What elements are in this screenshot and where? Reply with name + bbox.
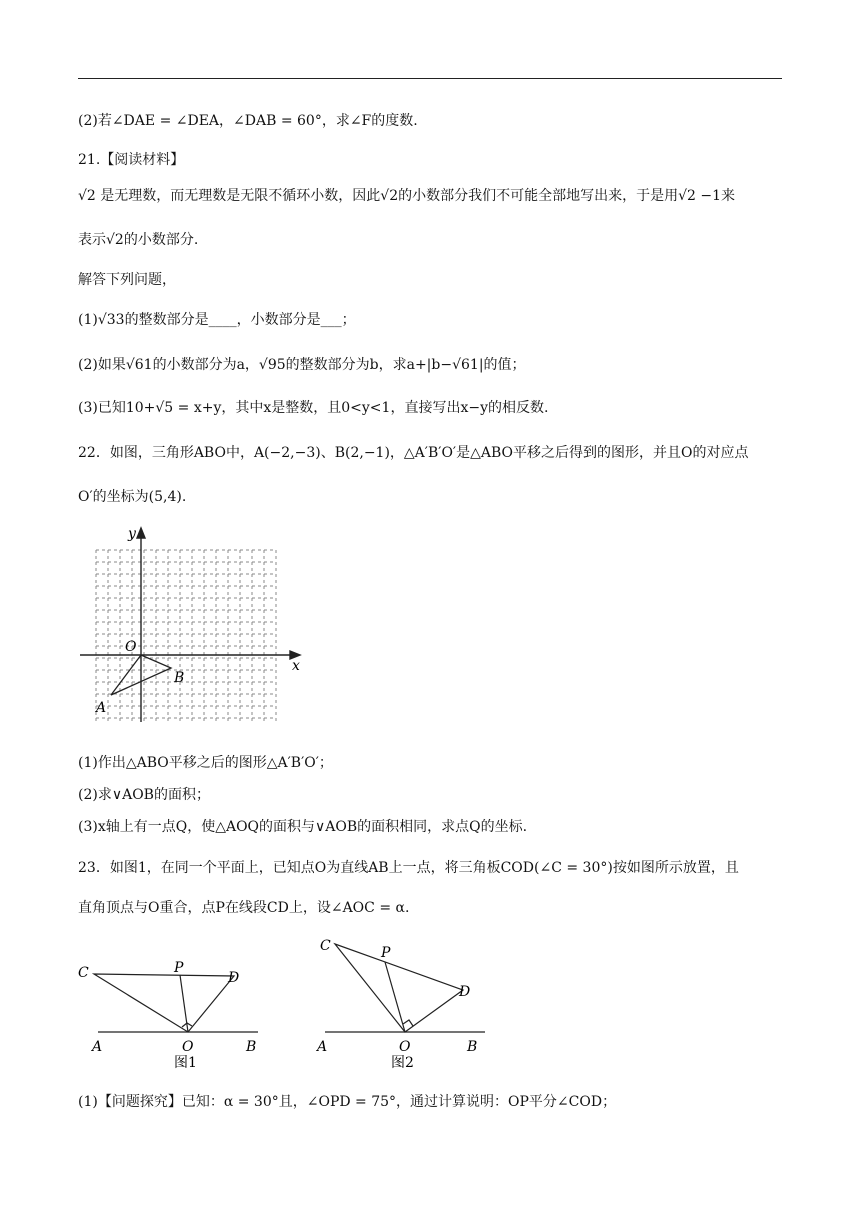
header-rule (78, 78, 782, 79)
fig2-caption: 图2 (391, 1055, 414, 1070)
q23-part1: (1)【问题探究】已知：α = 30°且，∠OPD = 75°，通过计算说明：OP平分∠COD； (78, 1094, 617, 1110)
fig1-label-b: B (246, 1039, 257, 1055)
fig2-label-c: C (320, 938, 331, 954)
fig1-label-c: C (78, 965, 89, 981)
figure-1 (78, 950, 278, 1070)
fig2-label-b: B (467, 1039, 478, 1055)
q21-part1: (1)√33的整数部分是____，小数部分是___； (78, 312, 356, 328)
fig1-caption: 图1 (174, 1055, 197, 1070)
triangle-cod (335, 944, 463, 1032)
fig1-label-o: O (182, 1039, 194, 1055)
fig2-label-d: D (459, 984, 471, 1000)
fig2-label-a: A (317, 1039, 328, 1055)
right-angle-mark (403, 1020, 413, 1026)
x-axis-label: x (292, 658, 300, 674)
q22-part1: (1)作出△ABO平移之后的图形△A′B′O′； (78, 755, 333, 771)
fig1-label-a: A (92, 1039, 103, 1055)
point-a-label: A (96, 700, 107, 716)
q23-paragraph-line2: 直角顶点与O重合，点P在线段CD上，设∠AOC = α. (78, 900, 410, 916)
q21-part3: (3)已知10+√5 = x+y，其中x是整数，且0<y<1，直接写出x−y的相反数. (78, 400, 549, 416)
q21-paragraph-line1: √2 是无理数，而无理数是无限不循环小数，因此√2的小数部分我们不可能全部地写出来，于是用√2 −1来 (78, 188, 736, 204)
grid-lines (96, 550, 276, 722)
q22-paragraph-line1: 22．如图，三角形ABO中，A(−2,−3)、B(2,−1)，△A′B′O′是△ABO平移之后得到的图形，并且O的对应点 (78, 445, 749, 461)
q21-title: 21.【阅读材料】 (78, 152, 185, 168)
y-axis-label: y (128, 526, 136, 542)
point-b-label: B (174, 670, 185, 686)
segment-op (385, 962, 405, 1032)
origin-label: O (125, 639, 137, 655)
q21-instruction: 解答下列问题， (78, 272, 176, 288)
q23-paragraph-line1: 23．如图1，在同一个平面上，已知点O为直线AB上一点，将三角板COD(∠C = 30°)按如图所示放置，且 (78, 860, 739, 876)
q20-part2: (2)若∠DAE = ∠DEA，∠DAB = 60°，求∠F的度数. (78, 113, 418, 129)
figure-2 (315, 930, 495, 1070)
triangle-cod (94, 974, 234, 1032)
q21-part2: (2)如果√61的小数部分为a，√95的整数部分为b，求a+|b−√61|的值； (78, 357, 526, 373)
fig2-label-o: O (399, 1039, 411, 1055)
q22-paragraph-line2: O′的坐标为(5,4). (78, 489, 187, 505)
coordinate-grid-figure (78, 522, 308, 722)
fig1-label-d: D (228, 970, 240, 986)
fig2-label-p: P (381, 945, 391, 961)
q22-part3: (3)x轴上有一点Q，使△AOQ的面积与∨AOB的面积相同，求点Q的坐标. (78, 819, 528, 835)
fig1-label-p: P (174, 960, 184, 976)
q21-paragraph-line2: 表示√2的小数部分. (78, 232, 199, 248)
q22-part2: (2)求∨AOB的面积； (78, 787, 210, 803)
